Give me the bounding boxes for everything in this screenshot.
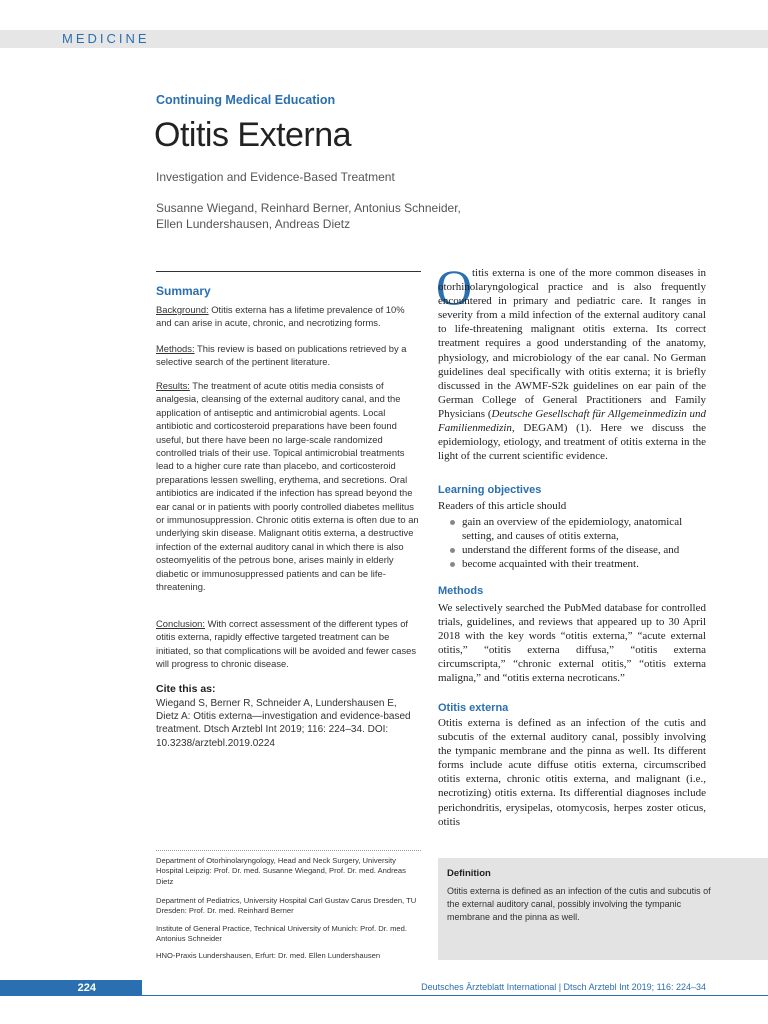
authors-line: Susanne Wiegand, Reinhard Berner, Antonius Schneider,: [156, 201, 461, 215]
list-item: [438, 515, 706, 543]
author-list: [156, 200, 486, 232]
list-item: [438, 557, 706, 571]
bullet-icon: [450, 562, 455, 567]
affiliation: HNO-Praxis Lundershausen, Erfurt: Dr. med. Ellen Lundershausen: [156, 951, 381, 960]
summary-conclusion: [156, 617, 422, 671]
drop-cap: O: [436, 259, 473, 315]
summary-methods: [156, 342, 422, 369]
definition-text: Otitis externa is defined as an infection of the cutis and subcutis of the external auditory canal, possibly involving the tympanic membrane and the pinna as well.: [447, 886, 711, 922]
summary-heading: Summary: [156, 284, 211, 298]
otitis-externa-paragraph: Otitis externa is defined as an infection of the cutis and subcutis of the external auditory canal, possibly involving the tympanic membrane and the pinna as well. Its different forms include acute diffuse otitis externa, circumscribed otitis externa, chronic otitis externa, and malignant (i.e., necrotizing) otitis externa. Its differential diagnoses include perichondritis, erysipelas, otomycosis, herpes zoster oticus, otitis: [438, 717, 706, 828]
results-label: Results:: [156, 380, 190, 391]
list-item-text: understand the different forms of the disease, and: [462, 544, 680, 557]
conclusion-label: Conclusion:: [156, 618, 205, 629]
article-title: Otitis Externa: [154, 116, 352, 154]
journal-citation: Deutsches Ärzteblatt International | Dtsch Arztebl Int 2019; 116: 224–34: [421, 982, 706, 992]
methods-label: Methods:: [156, 343, 195, 354]
list-item-text: become acquainted with their treatment.: [462, 558, 639, 571]
definition-heading: Definition: [447, 868, 491, 879]
section-label: MEDICINE: [62, 31, 150, 46]
methods-text: This review is based on publications retrieved by a selective search of the pertinent literature.: [156, 343, 407, 368]
affiliation: Institute of General Practice, Technical University of Munich: Prof. Dr. med. Antonius Schneider: [156, 924, 407, 944]
article-subtitle: Investigation and Evidence-Based Treatment: [156, 170, 395, 184]
citation: Wiegand S, Berner R, Schneider A, Lundershausen E, Dietz A: Otitis externa—investigation and evidence-based treatment. Dtsch Arztebl Int 2019; 116: 224–34. DOI: 10.3238/arztebl.2019.0224: [156, 698, 411, 749]
affiliation: Department of Otorhinolaryngology, Head and Neck Surgery, University Hospital Leipzig: Prof. Dr. med. Susanne Wiegand, Prof. Dr. med. Andreas Dietz: [156, 856, 406, 886]
methods-heading: Methods: [438, 585, 484, 597]
intro-text-end: DEGAM) (1). Here we discuss the epidemiology, etiology, and treatment of otitis externa in the light of the current scientific evidence.: [438, 422, 706, 463]
summary-background: [156, 303, 422, 330]
otitis-externa-heading: Otitis externa: [438, 702, 509, 714]
intro-paragraph: [438, 266, 706, 463]
authors-line: Ellen Lundershausen, Andreas Dietz: [156, 217, 351, 231]
methods-paragraph: We selectively searched the PubMed database for controlled trials, guidelines, and reviews that appeared up to 30 April 2018 with the key words “otitis externa,” “acute external otitis,” “otitis externa diffusa,” “otitis externa circumscripta,” “chronic external otitis,” “otitis externa maligna,” and “otitis externa necroticans.”: [438, 602, 706, 685]
objectives-list: [438, 515, 706, 571]
background-text: Otitis externa has a lifetime prevalence of 10% and can arise in acute, chronic, and necrotizing forms.: [156, 304, 405, 329]
bullet-icon: [450, 520, 455, 525]
intro-text: titis externa is one of the more common diseases in otorhinolaryngological practice and is also frequently encountered in primary and pediatric care. It ranges in severity from a mild infection of the external auditory canal to life-threatening malignant otitis externa. Its correct treatment requires a good understanding of the anatomy, physiology, and microbiology of the ear canal. No German guidelines deal specifically with otitis externa; it is briefly discussed in the AWMF-S2k guidelines on ear pain of the German College of General Practitioners and Family Physicians (: [438, 267, 706, 420]
list-item: [438, 543, 706, 557]
learning-objectives-heading: Learning objectives: [438, 484, 542, 496]
affiliation: Department of Pediatrics, University Hospital Carl Gustav Carus Dresden, TU Dresden: Prof. Dr. med. Reinhard Berner: [156, 896, 417, 916]
intro-italic: Deutsche Gesellschaft für Allgemeinmedizin und Familienmedizin,: [438, 407, 706, 435]
bullet-icon: [450, 548, 455, 553]
cite-heading: Cite this as:: [156, 683, 216, 695]
affiliation-rule: [156, 850, 421, 851]
page-number: 224: [77, 982, 96, 994]
kicker: Continuing Medical Education: [156, 93, 336, 107]
background-label: Background:: [156, 304, 209, 315]
learning-lead: Readers of this article should: [438, 500, 567, 512]
results-text: The treatment of acute otitis media consists of analgesia, cleansing of the external auditory canal, and the application of antiseptic and antimicrobial agents. Local antibiotic and corticosteroid preparations have been found useful, but there have been no large-scale randomized controlled trials of their use. Topical antimicrobial treatments lead to a higher cure rate than placebo, and corticosteroid preparations lessen swelling, erythema, and secretions. Oral antibiotics are indicated if the infection has spread beyond the ear canal or in patients with poorly controlled diabetes mellitus or immunosuppression. Chronic otitis externa is often due to an underlying skin disease. Malignant otitis externa, a destructive infection of the external auditory canal in which there is also osteomyelitis of the petrous bone, arises mainly in elderly diabetic or immunosuppressed patients and can be life-threatening.: [156, 380, 419, 593]
footer-rule: [142, 995, 768, 996]
conclusion-text: With correct assessment of the different types of otitis externa, rapidly effective targeted treatment can be initiated, so that complications will be avoided and fewer cases will progress to chronic disease.: [156, 618, 417, 670]
summary-rule: [156, 271, 421, 272]
summary-results: [156, 379, 422, 594]
list-item-text: gain an overview of the epidemiology, anatomical setting, and causes of otitis externa,: [462, 516, 683, 543]
